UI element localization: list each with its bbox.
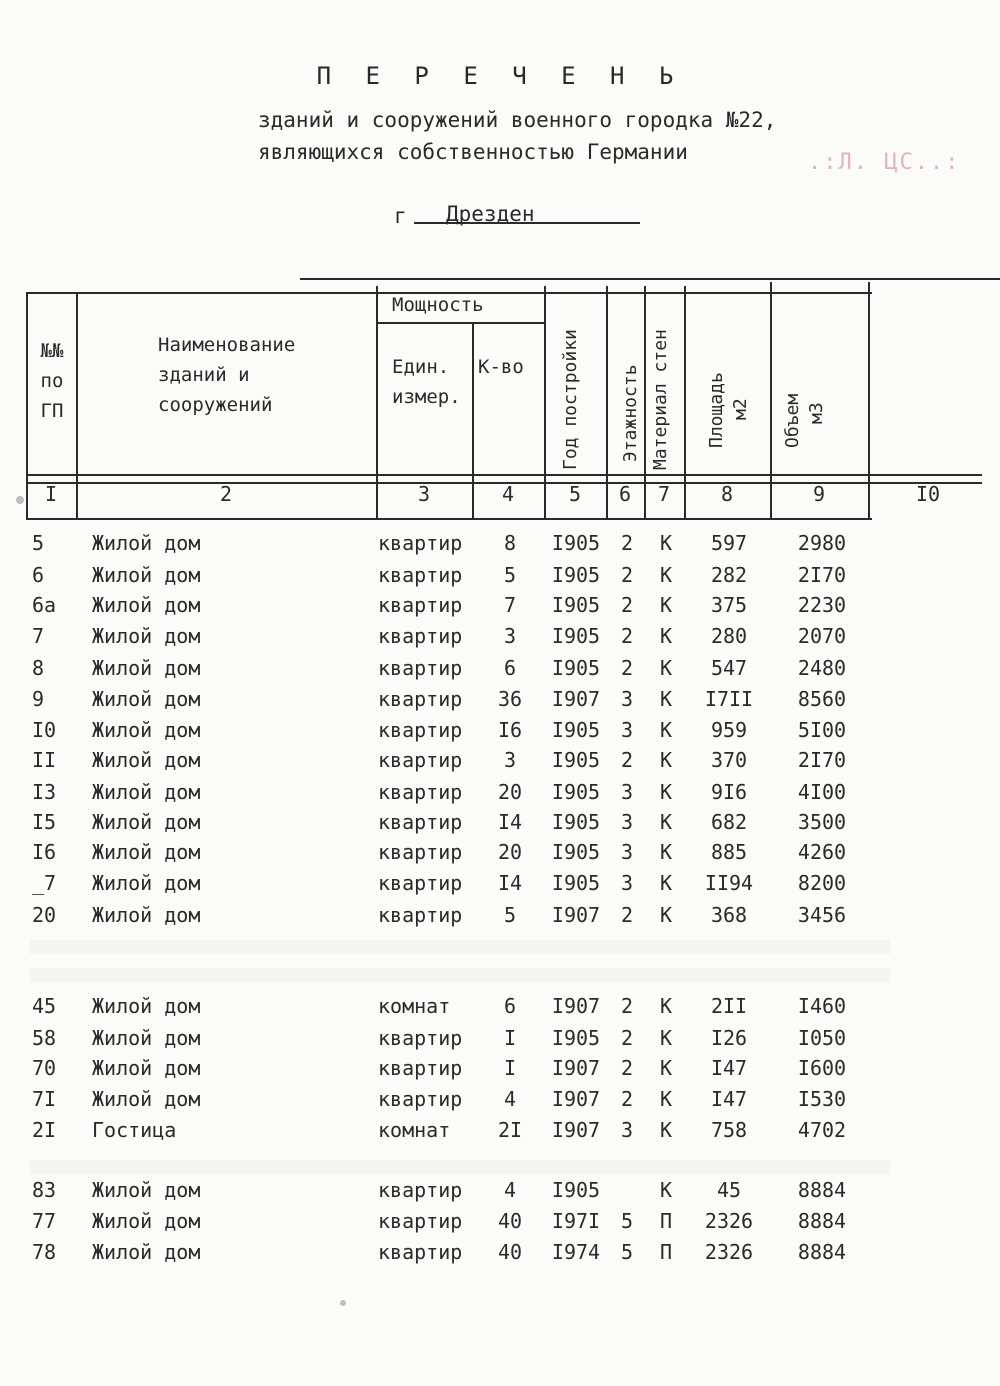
- row-volume: 2480: [797, 656, 847, 680]
- row-year: I905: [551, 656, 601, 680]
- row-area: II94: [704, 871, 754, 895]
- scan-ghost-line: [30, 1160, 890, 1174]
- row-number: I0: [32, 718, 57, 742]
- table-row: [0, 531, 1000, 562]
- row-year: I905: [551, 840, 601, 864]
- row-qty: I4: [497, 810, 523, 834]
- header-area-label: Площадь: [706, 372, 727, 448]
- row-floors: 2: [620, 1026, 634, 1050]
- row-name: Жилой дом: [92, 748, 201, 772]
- row-unit: квартир: [378, 624, 463, 648]
- row-volume: 8200: [797, 871, 847, 895]
- row-material: К: [659, 871, 673, 895]
- row-unit: квартир: [378, 656, 463, 680]
- row-area: 2II: [710, 994, 748, 1018]
- table-top-rule: [300, 278, 1000, 280]
- column-number: 4: [501, 482, 515, 506]
- row-volume: 3500: [797, 810, 847, 834]
- row-area: 280: [710, 624, 748, 648]
- row-material: П: [659, 1240, 673, 1264]
- row-volume: 8884: [797, 1209, 847, 1233]
- row-name: Жилой дом: [92, 1056, 201, 1080]
- row-year: I905: [551, 1026, 601, 1050]
- row-year: I905: [551, 748, 601, 772]
- row-unit: квартир: [378, 531, 463, 555]
- row-number: 45: [32, 994, 57, 1018]
- table-row: [0, 994, 1000, 1025]
- row-qty: 40: [497, 1240, 523, 1264]
- city-prefix: г: [394, 204, 407, 228]
- row-name: Жилой дом: [92, 780, 201, 804]
- header-year: Год постройки: [560, 329, 581, 470]
- header-qty: К-во: [478, 356, 524, 378]
- row-volume: 4I00: [797, 780, 847, 804]
- column-number: I0: [915, 482, 941, 506]
- row-year: I905: [551, 810, 601, 834]
- table-row: [0, 810, 1000, 841]
- row-area: 758: [710, 1118, 748, 1142]
- table-row: [0, 563, 1000, 594]
- row-name: Жилой дом: [92, 1240, 201, 1264]
- row-material: К: [659, 994, 673, 1018]
- row-material: К: [659, 1178, 673, 1202]
- row-qty: I4: [497, 871, 523, 895]
- row-area: I47: [710, 1056, 748, 1080]
- row-material: К: [659, 1056, 673, 1080]
- column-number: 8: [720, 482, 734, 506]
- row-area: 45: [716, 1178, 742, 1202]
- row-volume: 2980: [797, 531, 847, 555]
- row-number: 7: [32, 624, 45, 648]
- column-number: 7: [657, 482, 671, 506]
- row-qty: 5: [503, 903, 517, 927]
- row-floors: 2: [620, 903, 634, 927]
- row-name: Жилой дом: [92, 903, 201, 927]
- row-unit: комнат: [378, 1118, 451, 1142]
- row-floors: 2: [620, 531, 634, 555]
- table-row: [0, 1209, 1000, 1240]
- column-number: 9: [812, 482, 826, 506]
- row-volume: I600: [797, 1056, 847, 1080]
- row-area: 885: [710, 840, 748, 864]
- row-name: Жилой дом: [92, 840, 201, 864]
- header-volume-unit: м3: [806, 402, 827, 424]
- row-qty: I6: [497, 718, 523, 742]
- row-floors: 2: [620, 994, 634, 1018]
- row-area: 682: [710, 810, 748, 834]
- row-volume: 2230: [797, 593, 847, 617]
- table-row: [0, 593, 1000, 624]
- row-material: К: [659, 1087, 673, 1111]
- row-number: I3: [32, 780, 57, 804]
- row-unit: квартир: [378, 840, 463, 864]
- row-name: Жилой дом: [92, 1178, 201, 1202]
- header-unit-line-1: Един.: [392, 356, 450, 378]
- row-year: I905: [551, 718, 601, 742]
- row-volume: 5I00: [797, 718, 847, 742]
- row-floors: 2: [620, 624, 634, 648]
- row-name: Жилой дом: [92, 994, 201, 1018]
- row-material: К: [659, 810, 673, 834]
- row-number: 58: [32, 1026, 57, 1050]
- row-volume: 2I70: [797, 748, 847, 772]
- row-floors: 2: [620, 656, 634, 680]
- row-qty: 8: [503, 531, 517, 555]
- row-qty: 20: [497, 840, 523, 864]
- row-unit: комнат: [378, 994, 451, 1018]
- row-qty: 3: [503, 748, 517, 772]
- row-number: 83: [32, 1178, 57, 1202]
- scan-speck: [340, 1300, 346, 1306]
- row-floors: 3: [620, 687, 634, 711]
- row-qty: 20: [497, 780, 523, 804]
- column-number: I: [44, 482, 58, 506]
- scan-ghost-line: [30, 968, 890, 982]
- header-material: Материал стен: [650, 329, 671, 470]
- row-name: Жилой дом: [92, 563, 201, 587]
- table-row: [0, 718, 1000, 749]
- row-number: 78: [32, 1240, 57, 1264]
- row-name: Жилой дом: [92, 1026, 201, 1050]
- table-row: [0, 656, 1000, 687]
- row-qty: 6: [503, 656, 517, 680]
- row-material: К: [659, 1118, 673, 1142]
- row-material: К: [659, 780, 673, 804]
- faded-red-stamp: .:Л. ЦС..:: [808, 150, 961, 175]
- table-row: [0, 903, 1000, 934]
- row-volume: 4702: [797, 1118, 847, 1142]
- row-name: Жилой дом: [92, 718, 201, 742]
- header-area: [706, 372, 727, 448]
- row-floors: 3: [620, 718, 634, 742]
- row-area: 370: [710, 748, 748, 772]
- row-number: 20: [32, 903, 57, 927]
- row-volume: 2070: [797, 624, 847, 648]
- row-year: I907: [551, 1056, 601, 1080]
- row-material: К: [659, 563, 673, 587]
- row-unit: квартир: [378, 1209, 463, 1233]
- row-material: К: [659, 840, 673, 864]
- row-floors: 3: [620, 810, 634, 834]
- row-floors: 2: [620, 1087, 634, 1111]
- row-name: Жилой дом: [92, 810, 201, 834]
- row-number: II: [32, 748, 57, 772]
- row-unit: квартир: [378, 718, 463, 742]
- city-name: Дрезден: [446, 202, 535, 226]
- table-row: [0, 624, 1000, 655]
- row-year: I974: [551, 1240, 601, 1264]
- row-floors: 5: [620, 1240, 634, 1264]
- column-number: 3: [417, 482, 431, 506]
- row-year: I905: [551, 531, 601, 555]
- column-number: 6: [618, 482, 632, 506]
- row-unit: квартир: [378, 593, 463, 617]
- row-name: Жилой дом: [92, 687, 201, 711]
- row-name: Жилой дом: [92, 593, 201, 617]
- row-number: 6: [32, 563, 45, 587]
- header-floors: Этажность: [620, 364, 641, 462]
- row-number: I5: [32, 810, 57, 834]
- document-title: П Е Р Е Ч Е Н Ь: [316, 62, 684, 90]
- header-name-line-2: зданий и: [158, 364, 250, 386]
- column-number: 2: [219, 482, 233, 506]
- punch-hole-mark: [16, 496, 24, 504]
- row-number: 6а: [32, 593, 57, 617]
- column-numbers-rule: [26, 518, 872, 520]
- row-material: К: [659, 687, 673, 711]
- row-qty: 5: [503, 563, 517, 587]
- row-number: I6: [32, 840, 57, 864]
- row-material: П: [659, 1209, 673, 1233]
- header-unit-line-2: измер.: [392, 386, 461, 408]
- row-qty: 4: [503, 1178, 517, 1202]
- row-floors: 2: [620, 748, 634, 772]
- row-number: 5: [32, 531, 45, 555]
- row-floors: 3: [620, 1118, 634, 1142]
- row-number: 70: [32, 1056, 57, 1080]
- table-row: [0, 840, 1000, 871]
- row-year: I905: [551, 563, 601, 587]
- row-material: К: [659, 748, 673, 772]
- row-area: 2326: [704, 1240, 754, 1264]
- row-unit: квартир: [378, 780, 463, 804]
- row-year: I907: [551, 1118, 601, 1142]
- header-num-line-1: №№: [40, 340, 64, 362]
- row-area: 597: [710, 531, 748, 555]
- row-material: К: [659, 1026, 673, 1050]
- row-number: _7: [32, 871, 57, 895]
- row-name: Гостица: [92, 1118, 177, 1142]
- header-volume: Объем: [782, 393, 803, 448]
- row-qty: 2I: [497, 1118, 523, 1142]
- row-floors: 3: [620, 780, 634, 804]
- row-number: 8: [32, 656, 45, 680]
- row-year: I905: [551, 593, 601, 617]
- row-volume: I530: [797, 1087, 847, 1111]
- row-year: I907: [551, 994, 601, 1018]
- row-area: 959: [710, 718, 748, 742]
- table-row: [0, 1240, 1000, 1271]
- row-area: 9I6: [710, 780, 748, 804]
- row-name: Жилой дом: [92, 871, 201, 895]
- power-subheader-rule: [376, 322, 544, 324]
- row-floors: 2: [620, 563, 634, 587]
- header-bottom-rule: [26, 474, 982, 476]
- row-unit: квартир: [378, 748, 463, 772]
- row-unit: квартир: [378, 563, 463, 587]
- row-floors: 2: [620, 1056, 634, 1080]
- row-year: I907: [551, 903, 601, 927]
- row-volume: I050: [797, 1026, 847, 1050]
- row-material: К: [659, 593, 673, 617]
- row-year: I907: [551, 1087, 601, 1111]
- row-area: I26: [710, 1026, 748, 1050]
- row-name: Жилой дом: [92, 531, 201, 555]
- row-number: 7I: [32, 1087, 57, 1111]
- header-name-line-3: сооружений: [158, 394, 273, 416]
- row-unit: квартир: [378, 1178, 463, 1202]
- row-qty: 40: [497, 1209, 523, 1233]
- row-area: 2326: [704, 1209, 754, 1233]
- row-number: 9: [32, 687, 45, 711]
- row-qty: 36: [497, 687, 523, 711]
- row-area: I47: [710, 1087, 748, 1111]
- row-name: Жилой дом: [92, 1209, 201, 1233]
- row-unit: квартир: [378, 687, 463, 711]
- table-row: [0, 1056, 1000, 1087]
- row-floors: 2: [620, 593, 634, 617]
- row-floors: 5: [620, 1209, 634, 1233]
- row-qty: 6: [503, 994, 517, 1018]
- row-qty: I: [503, 1026, 517, 1050]
- row-area: 547: [710, 656, 748, 680]
- row-year: I905: [551, 1178, 601, 1202]
- header-power: Мощность: [392, 294, 484, 316]
- header-area-unit: м2: [730, 398, 751, 420]
- row-number: 2I: [32, 1118, 57, 1142]
- row-unit: квартир: [378, 1056, 463, 1080]
- row-volume: 4260: [797, 840, 847, 864]
- row-area: I7II: [704, 687, 754, 711]
- row-year: I97I: [551, 1209, 601, 1233]
- row-qty: 4: [503, 1087, 517, 1111]
- header-num-line-2: по: [40, 370, 64, 392]
- column-number: 5: [568, 482, 582, 506]
- row-unit: квартир: [378, 903, 463, 927]
- row-material: К: [659, 531, 673, 555]
- row-year: I907: [551, 687, 601, 711]
- row-name: Жилой дом: [92, 656, 201, 680]
- row-unit: квартир: [378, 1087, 463, 1111]
- row-year: I905: [551, 780, 601, 804]
- scan-ghost-line: [30, 940, 890, 954]
- header-num-line-3: ГП: [40, 400, 64, 422]
- row-unit: квартир: [378, 810, 463, 834]
- row-qty: I: [503, 1056, 517, 1080]
- row-year: I905: [551, 871, 601, 895]
- table-row: [0, 1087, 1000, 1118]
- table-row: [0, 1178, 1000, 1209]
- row-name: Жилой дом: [92, 1087, 201, 1111]
- row-material: К: [659, 718, 673, 742]
- table-row: [0, 871, 1000, 902]
- row-volume: 3456: [797, 903, 847, 927]
- table-row: [0, 687, 1000, 718]
- row-material: К: [659, 624, 673, 648]
- header-unit: [392, 352, 461, 412]
- row-qty: 3: [503, 624, 517, 648]
- document-subtitle-line-2: являющихся собственностью Германии: [258, 140, 688, 164]
- row-unit: квартир: [378, 871, 463, 895]
- row-area: 368: [710, 903, 748, 927]
- header-name: [158, 330, 295, 420]
- header-name-line-1: Наименование: [158, 334, 296, 356]
- row-volume: I460: [797, 994, 847, 1018]
- row-material: К: [659, 656, 673, 680]
- document-subtitle-line-1: зданий и сооружений военного городка №22,: [258, 108, 777, 132]
- row-number: 77: [32, 1209, 57, 1233]
- row-floors: 3: [620, 840, 634, 864]
- table-row: [0, 748, 1000, 779]
- row-volume: 2I70: [797, 563, 847, 587]
- row-volume: 8560: [797, 687, 847, 711]
- row-volume: 8884: [797, 1178, 847, 1202]
- row-qty: 7: [503, 593, 517, 617]
- table-row: [0, 780, 1000, 811]
- row-area: 375: [710, 593, 748, 617]
- table-row: [0, 1026, 1000, 1057]
- row-floors: 3: [620, 871, 634, 895]
- row-unit: квартир: [378, 1026, 463, 1050]
- row-area: 282: [710, 563, 748, 587]
- header-num: [30, 336, 74, 426]
- table-row: [0, 1118, 1000, 1149]
- row-year: I905: [551, 624, 601, 648]
- row-name: Жилой дом: [92, 624, 201, 648]
- row-unit: квартир: [378, 1240, 463, 1264]
- row-volume: 8884: [797, 1240, 847, 1264]
- row-material: К: [659, 903, 673, 927]
